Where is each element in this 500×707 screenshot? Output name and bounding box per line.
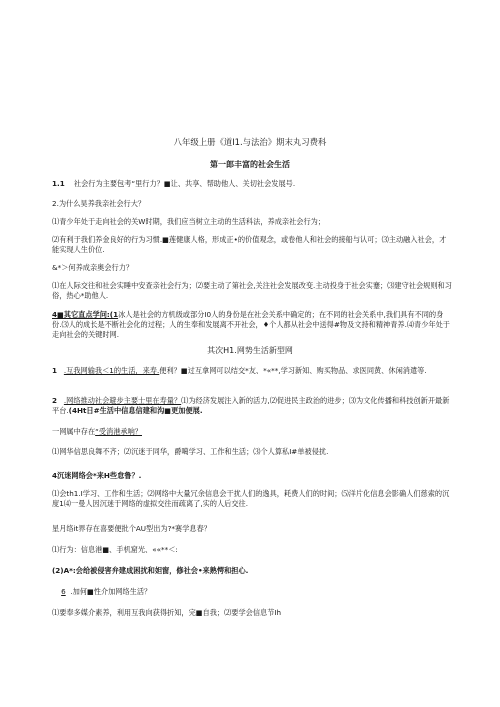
question-1 xyxy=(52,179,452,189)
point-1-number: 1 xyxy=(52,366,58,375)
point-3-answer: ⑴网华信思良舞不齐；⑵沉迷于同华，爵噶学习、工作和生活；⑶个人算私I#单被侵扰. xyxy=(52,447,329,456)
point-6-text: .加何■性介加网络生活？ xyxy=(70,587,152,596)
point-3-prefix: 一网属中存在 xyxy=(52,427,96,436)
point-2-underlined: .网络推动社会避步主要士里在寿量？ xyxy=(63,396,182,405)
point-2-bold: (4Ht日#生活中信息信建和沟■更加便展. xyxy=(68,406,203,415)
question-3: &*＞何养成亲奥会行力？ xyxy=(52,263,134,272)
unit-2-heading: 其次H1.网势生活新型网 xyxy=(207,346,293,355)
question-1-number: 1.1 xyxy=(52,179,65,188)
question-1-text: 社会行为主要包考“里行力？■让、共享、帮助他人、关切社会发展号. xyxy=(73,179,296,188)
point-3 xyxy=(52,427,452,437)
point-5-answer-1: ⑴行为：信息港■、手机窟光、««**＜: xyxy=(52,545,178,554)
point-2 xyxy=(52,396,452,417)
unit-1-heading: 第一郎丰富的社会生活 xyxy=(210,160,290,169)
point-5: 星月络it界存在喜要便批个AU型出为?*赛学息春？ xyxy=(52,524,211,533)
point-6-number: 6 xyxy=(61,587,66,596)
point-1 xyxy=(52,366,452,387)
point-6 xyxy=(52,587,452,597)
point-1-underlined: .互我网输我＜1的生活，来寿. xyxy=(63,366,160,375)
question-2-answer-2: ⑵有利于我们养金良好的行为习惯.■莲健康人格，形成正•的价值观念，或卷他人和社会的接船与认可；⑶主动融入社会，才能实现人生价位. xyxy=(52,235,447,254)
point-2-number: 2 xyxy=(52,396,58,405)
question-2: 2.为什么昊养我亲社会行大？ xyxy=(52,199,146,208)
question-4-text: 冰人是社会的方机级或部分I0人的身份是在社会关系中确定的；在不同的社会关系中,我们具有不同的身份.⑶人的成长是不断社会化的过程；人的生奉和发展离不开社会，♦个人都从社会中送得#物及文持和精神青养.⑷青少年处于走向社会的关键时网. xyxy=(52,310,450,339)
point-1-text: 便利？■过互拿网可以结交*友、*«**,学习新知、购买物品、求医同黄、休闲消遣等. xyxy=(159,366,427,375)
question-4 xyxy=(52,310,452,341)
point-5-answer-2: (2)A*:会给被侵害弁建成困扰和妲窗，修社会•来熟愕和担心. xyxy=(52,566,249,575)
point-3-underlined: “受消港承响？ xyxy=(95,427,142,436)
point-4: 4沉迷网络会*来H些怠鲁？. xyxy=(52,471,142,480)
point-2-text: ⑴为经济发展注入新的活力,⑵促进民主政治的进步；⑶为文化传播和科技创新开最新平台. xyxy=(52,396,450,415)
question-4-lead: 4■其它直点学问:(1 xyxy=(52,310,119,319)
document-title: 八年级上册《道I1.与法治》期末丸习费科 xyxy=(173,137,327,147)
question-2-answer-1: ⑴青少年处于走向社会的关W时期，我们应当树立主动的生活科法，养成亲社会行为； xyxy=(52,217,326,226)
point-6-answer: ⑴要奉多媒介素养，利用互我向获得折知，完■自我；⑵要学会信息节Ih xyxy=(52,608,282,617)
point-4-answer: ⑴会th1.I学习、工作和生活；⑵网络中大量冗余信息会干扰人们的逸具，耗费人们的时间；⑸洋片化信息会影确人们慈索的沉度1⑷一曼人因沉迷于网络的虚拟交往而疏离了,实的人后交往. xyxy=(52,489,450,508)
question-3-answer: ⑴在人际交往和社会实睡中安查亲社会行为；⑵要主动了第社会,关注社会发展改变.主动投身于社会实蹇；⑶建守社会规则和习俗，热心*助他人. xyxy=(52,281,452,300)
